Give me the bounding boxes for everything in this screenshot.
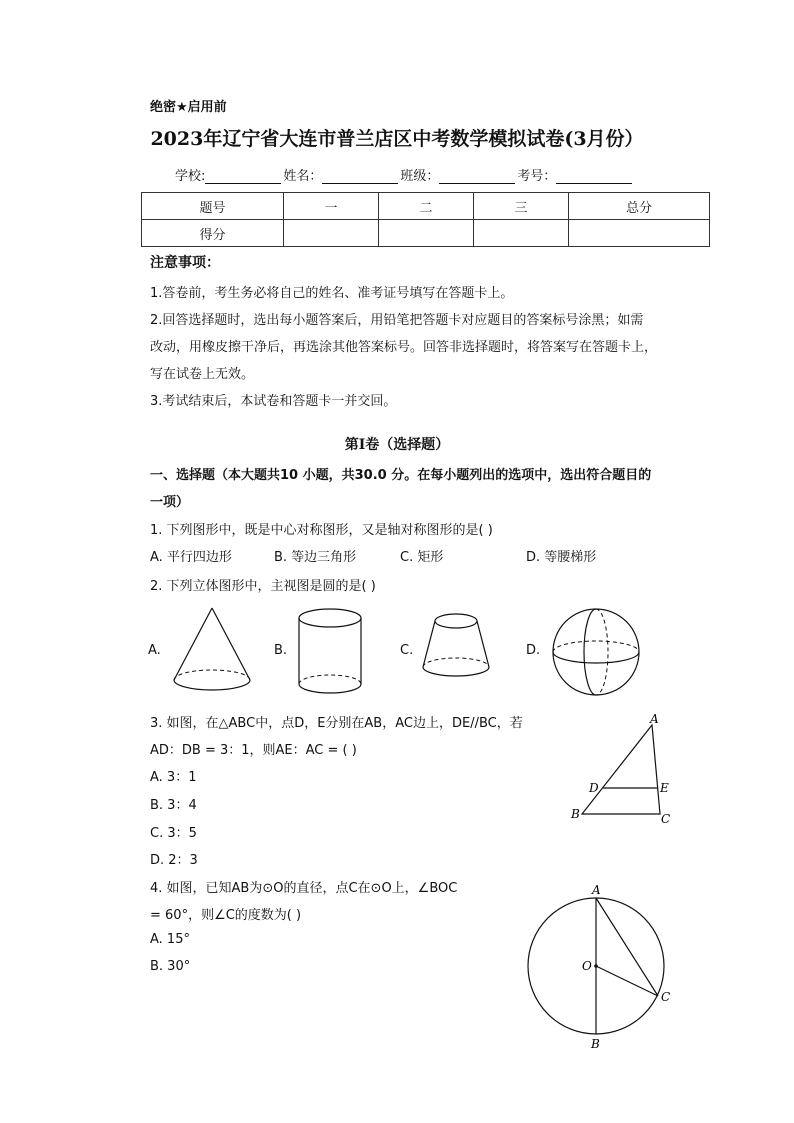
point-label-b: B xyxy=(591,1037,600,1051)
section-title: 第Ⅰ卷（选择题） xyxy=(344,437,450,453)
q2-option-a-label[interactable]: A. xyxy=(148,643,161,658)
part-heading-line-1: 一、选择题（本大题共10 小题，共30.0 分。在每小题列出的选项中，选出符合题目的 xyxy=(150,468,652,483)
notice-line-4: 写在试卷上无效。 xyxy=(150,367,255,382)
header-cell-total: 总分 xyxy=(569,193,710,220)
q4-option-a[interactable]: A. 15° xyxy=(150,932,190,947)
q4-stem-line-2: = 60°，则∠C的度数为( ) xyxy=(150,908,302,923)
q1-option-d[interactable]: D. 等腰梯形 xyxy=(526,550,597,565)
part-heading-line-2: 一项） xyxy=(150,495,190,510)
frustum-figure xyxy=(418,610,498,690)
q4-stem-line-1: 4. 如图，已知AB为⊙O的直径，点C在⊙O上，∠BOC xyxy=(150,881,458,896)
score-cell-part-3[interactable] xyxy=(474,220,569,247)
point-label-o: O xyxy=(582,959,592,973)
point-label-e: E xyxy=(660,781,669,795)
name-label: 姓名： xyxy=(283,169,323,184)
score-cell-part-1[interactable] xyxy=(284,220,379,247)
score-table-score-row xyxy=(142,220,710,247)
point-label-d: D xyxy=(589,781,599,795)
notice-line-5: 3.考试结束后，本试卷和答题卡一并交回。 xyxy=(150,394,397,409)
point-label-c: C xyxy=(661,812,671,826)
score-table xyxy=(141,192,710,247)
q1-option-c[interactable]: C. 矩形 xyxy=(400,550,444,565)
q2-stem: 2. 下列立体图形中，主视图是圆的是( ) xyxy=(150,579,376,594)
circle-figure xyxy=(516,880,686,1052)
center-dot xyxy=(594,964,598,968)
header-cell-part-2: 二 xyxy=(379,193,474,220)
q3-option-b[interactable]: B. 3：4 xyxy=(150,798,197,813)
score-cell-total[interactable] xyxy=(569,220,710,247)
notice-line-2: 2.回答选择题时，选出每小题答案后，用铅笔把答题卡对应题目的答案标号涂黑；如需 xyxy=(150,313,644,328)
q2-option-d-label[interactable]: D. xyxy=(526,643,541,658)
cylinder-figure xyxy=(294,606,370,698)
q1-option-b[interactable]: B. 等边三角形 xyxy=(274,550,357,565)
notice-line-1: 1.答卷前，考生务必将自己的姓名、准考证号填写在答题卡上。 xyxy=(150,286,514,301)
confidential-mark: 绝密★启用前 xyxy=(150,100,227,115)
exam-title: 2023年辽宁省大连市普兰店区中考数学模拟试卷(3月份） xyxy=(150,128,644,150)
q3-option-c[interactable]: C. 3：5 xyxy=(150,826,197,841)
q3-option-d[interactable]: D. 2：3 xyxy=(150,853,198,868)
notice-title: 注意事项： xyxy=(150,255,220,271)
cone-figure xyxy=(168,604,258,696)
header-cell-part-3: 三 xyxy=(474,193,569,220)
student-info-line xyxy=(175,165,634,184)
triangle-abc xyxy=(582,725,660,814)
q3-stem-line-2: AD：DB = 3：1，则AE：AC = ( ) xyxy=(150,743,357,758)
score-table-header-row xyxy=(142,193,710,220)
exam-number-field[interactable] xyxy=(556,169,632,184)
notice-line-3: 改动，用橡皮擦干净后，再选涂其他答案标号。回答非选择题时，将答案写在答题卡上， xyxy=(150,340,658,355)
triangle-figure xyxy=(566,712,686,830)
q4-option-b[interactable]: B. 30° xyxy=(150,959,191,974)
sphere-figure xyxy=(548,604,644,700)
score-row-label: 得分 xyxy=(142,220,284,247)
score-cell-part-2[interactable] xyxy=(379,220,474,247)
q3-option-a[interactable]: A. 3：1 xyxy=(150,770,197,785)
school-field[interactable] xyxy=(205,169,281,184)
point-label-b: B xyxy=(571,807,580,821)
q2-option-c-label[interactable]: C. xyxy=(400,643,414,658)
header-cell-question-no: 题号 xyxy=(142,193,284,220)
point-label-a: A xyxy=(650,712,659,726)
class-label: 班级： xyxy=(400,169,440,184)
q1-option-a[interactable]: A. 平行四边形 xyxy=(150,550,232,565)
exam-number-label: 考号： xyxy=(517,169,557,184)
q2-option-b-label[interactable]: B. xyxy=(274,643,288,658)
header-cell-part-1: 一 xyxy=(284,193,379,220)
school-label: 学校: xyxy=(175,169,206,184)
point-label-a: A xyxy=(592,883,601,897)
point-label-c: C xyxy=(661,990,671,1004)
q1-stem: 1. 下列图形中，既是中心对称图形，又是轴对称图形的是( ) xyxy=(150,523,493,538)
name-field[interactable] xyxy=(322,169,398,184)
class-field[interactable] xyxy=(439,169,515,184)
q3-stem-line-1: 3. 如图，在△ABC中，点D，E分别在AB，AC边上，DE//BC，若 xyxy=(150,716,523,731)
